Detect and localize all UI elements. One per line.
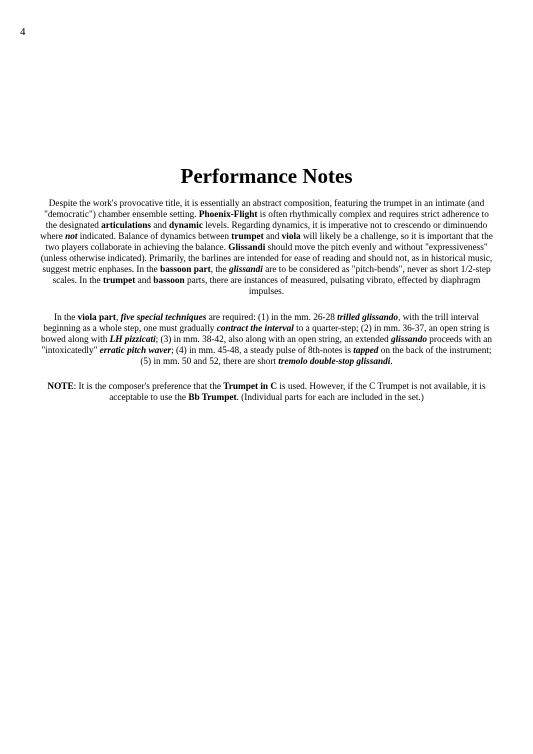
body-text: . xyxy=(390,357,393,367)
body-text: , xyxy=(115,313,121,323)
body-text: Despite the work's provocative title, it is essentially an abstract composition, featuring the trumpet in an intimate (and "democratic") chamber ensemble setting. xyxy=(44,199,485,220)
emphasis-text: tremolo double-stop glissandi xyxy=(278,357,391,367)
body-text: , the xyxy=(210,265,229,275)
paragraph-trumpet-note xyxy=(40,382,493,404)
body-text: on the back of the instrument; (5) in mm. 50 and 52, there are short xyxy=(140,346,492,367)
body-text: levels. Regarding dynamics, it is imperative not to crescendo or diminuendo where xyxy=(40,221,488,242)
emphasis-text: erratic pitch waver xyxy=(99,346,172,356)
body-text: should move the pitch evenly and without "expressiveness" (unless otherwise indicated). Primarily, the barlines are intended for ease of reading and should not, as in historical music, suggest metric enphases. In the xyxy=(40,243,493,275)
emphasis-text: glissandi xyxy=(228,265,263,275)
emphasis-text: five special techniques xyxy=(120,313,207,323)
body-text: and xyxy=(151,221,170,231)
emphasis-text: dynamic xyxy=(169,221,203,231)
emphasis-text: viola part xyxy=(77,313,116,323)
body-text: is used. However, if the C Trumpet is not available, it is acceptable to use the xyxy=(109,382,486,403)
emphasis-text: tapped xyxy=(353,346,379,356)
body-text: is often rhythmically complex and requires strict adherence to the designated xyxy=(45,210,489,231)
emphasis-text: trumpet xyxy=(102,276,136,286)
page-number: 4 xyxy=(20,26,26,38)
body-text: : It is the composer's preference that the xyxy=(73,382,224,392)
emphasis-text: bassoon part xyxy=(160,265,211,275)
body-text: will likely be a challenge, so it is important that the two players collaborate in achieving the balance. xyxy=(45,232,493,253)
body-text: and xyxy=(263,232,282,242)
emphasis-text: not xyxy=(65,232,78,242)
emphasis-text: bassoon xyxy=(153,276,185,286)
emphasis-text: glissando xyxy=(390,335,427,345)
body-text: ; (3) in mm. 38-42, also along with an open string, an extended xyxy=(155,335,391,345)
body-text: In the xyxy=(54,313,78,323)
body-text: parts, there are instances of measured, pulsating vibrato, effected by diaphragm impulses. xyxy=(184,276,481,297)
emphasis-text: NOTE xyxy=(47,382,74,392)
body-text: , with the trill interval beginning as a whole step, one must gradually xyxy=(43,313,479,334)
body-text: and xyxy=(135,276,154,286)
emphasis-text: contract the interval xyxy=(216,324,294,334)
emphasis-text: Phoenix-Flight xyxy=(198,210,258,220)
emphasis-text: articulations xyxy=(101,221,152,231)
emphasis-text: trumpet xyxy=(231,232,264,242)
body-text: are required: (1) in the mm. 26-28 xyxy=(206,313,338,323)
emphasis-text: Bb Trumpet xyxy=(188,393,237,403)
body-text: proceeds with an "intoxicatedly" xyxy=(41,335,492,356)
body-text: . (Individual parts for each are included in the set.) xyxy=(236,393,424,403)
emphasis-text: trilled glissando xyxy=(337,313,399,323)
emphasis-text: viola xyxy=(281,232,301,242)
paragraph-general-notes xyxy=(40,199,493,298)
page-title: Performance Notes xyxy=(180,164,353,188)
body-text: are to be considered as "pitch-bends", never as short 1/2-step scales. In the xyxy=(52,265,491,286)
emphasis-text: Trumpet in C xyxy=(223,382,278,392)
paragraph-viola-techniques xyxy=(40,313,493,368)
emphasis-text: LH pizzicati xyxy=(109,335,156,345)
emphasis-text: Glissandi xyxy=(228,243,266,253)
body-text: to a quarter-step; (2) in mm. 36-37, an open string is bowed along with xyxy=(41,324,490,345)
body-text: ; (4) in mm. 45-48, a steady pulse of 8th-notes is xyxy=(171,346,354,356)
body-text: indicated. Balance of dynamics between xyxy=(77,232,232,242)
